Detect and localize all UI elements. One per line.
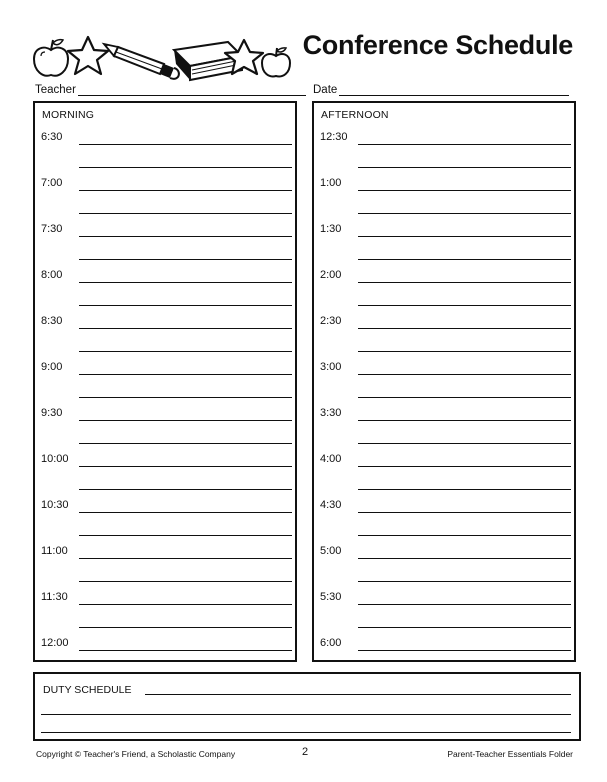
time-slot[interactable] xyxy=(35,499,295,545)
duty-line[interactable] xyxy=(41,714,571,715)
time-slot[interactable] xyxy=(314,223,574,269)
write-line[interactable] xyxy=(79,650,292,651)
write-line[interactable] xyxy=(358,236,571,237)
write-line[interactable] xyxy=(79,282,292,283)
write-line[interactable] xyxy=(79,259,292,260)
copyright-text: Copyright © Teacher's Friend, a Scholastic Company xyxy=(36,749,236,759)
time-slot[interactable] xyxy=(35,131,295,177)
apple-icon xyxy=(262,48,290,77)
slot-time: 12:30 xyxy=(320,131,348,143)
write-line[interactable] xyxy=(79,213,292,214)
duty-line[interactable] xyxy=(145,694,571,695)
write-line[interactable] xyxy=(79,190,292,191)
write-line[interactable] xyxy=(358,282,571,283)
time-slot[interactable] xyxy=(35,315,295,361)
morning-panel xyxy=(33,101,297,662)
afternoon-heading: AFTERNOON xyxy=(321,109,389,121)
write-line[interactable] xyxy=(79,581,292,582)
write-line[interactable] xyxy=(79,443,292,444)
slot-time: 10:00 xyxy=(41,453,69,465)
school-clipart xyxy=(30,26,292,86)
write-line[interactable] xyxy=(358,558,571,559)
slot-time: 6:30 xyxy=(41,131,63,143)
time-slot[interactable] xyxy=(35,269,295,315)
write-line[interactable] xyxy=(358,397,571,398)
slot-time: 7:00 xyxy=(41,177,63,189)
slot-time: 11:30 xyxy=(41,591,68,603)
write-line[interactable] xyxy=(79,397,292,398)
pencil-icon xyxy=(104,44,179,79)
write-line[interactable] xyxy=(79,167,292,168)
slot-time: 12:00 xyxy=(41,637,69,649)
write-line[interactable] xyxy=(79,512,292,513)
time-slot[interactable] xyxy=(314,361,574,407)
slot-time: 1:00 xyxy=(320,177,342,189)
slot-time: 10:30 xyxy=(41,499,69,511)
write-line[interactable] xyxy=(79,351,292,352)
date-blank[interactable] xyxy=(339,82,569,96)
time-slot[interactable] xyxy=(35,361,295,407)
time-slot[interactable] xyxy=(314,269,574,315)
star-icon xyxy=(68,37,108,74)
write-line[interactable] xyxy=(358,351,571,352)
page-number: 2 xyxy=(302,746,309,758)
write-line[interactable] xyxy=(358,328,571,329)
write-line[interactable] xyxy=(358,627,571,628)
write-line[interactable] xyxy=(79,305,292,306)
write-line[interactable] xyxy=(358,466,571,467)
write-line[interactable] xyxy=(79,328,292,329)
write-line[interactable] xyxy=(358,604,571,605)
slot-time: 8:30 xyxy=(41,315,63,327)
time-slot[interactable] xyxy=(314,315,574,361)
time-slot[interactable] xyxy=(35,223,295,269)
slot-time: 1:30 xyxy=(320,223,342,235)
slot-time: 4:00 xyxy=(320,453,342,465)
time-slot[interactable] xyxy=(314,131,574,177)
time-slot[interactable] xyxy=(314,591,574,637)
page-title: Conference Schedule xyxy=(302,30,573,60)
write-line[interactable] xyxy=(358,167,571,168)
time-slot[interactable] xyxy=(314,453,574,499)
slot-time: 2:00 xyxy=(320,269,342,281)
slot-time: 9:30 xyxy=(41,407,63,419)
write-line[interactable] xyxy=(79,236,292,237)
time-slot[interactable] xyxy=(35,453,295,499)
slot-time: 9:00 xyxy=(41,361,63,373)
write-line[interactable] xyxy=(358,190,571,191)
write-line[interactable] xyxy=(79,535,292,536)
time-slot[interactable] xyxy=(314,499,574,545)
write-line[interactable] xyxy=(358,213,571,214)
slot-time: 3:30 xyxy=(320,407,342,419)
write-line[interactable] xyxy=(358,259,571,260)
write-line[interactable] xyxy=(358,650,571,651)
slot-time: 6:00 xyxy=(320,637,342,649)
slot-time: 2:30 xyxy=(320,315,342,327)
write-line[interactable] xyxy=(358,443,571,444)
write-line[interactable] xyxy=(79,466,292,467)
date-label: Date xyxy=(313,84,338,96)
write-line[interactable] xyxy=(358,512,571,513)
date-field[interactable] xyxy=(313,82,569,96)
write-line[interactable] xyxy=(79,627,292,628)
write-line[interactable] xyxy=(79,144,292,145)
morning-heading: MORNING xyxy=(42,109,95,121)
slot-time: 4:30 xyxy=(320,499,342,511)
slot-time: 5:30 xyxy=(320,591,342,603)
duty-schedule-label: DUTY SCHEDULE xyxy=(43,684,132,696)
write-line[interactable] xyxy=(79,558,292,559)
time-slot[interactable] xyxy=(35,545,295,591)
duty-schedule-box xyxy=(33,672,581,741)
write-line[interactable] xyxy=(358,535,571,536)
write-line[interactable] xyxy=(79,374,292,375)
slot-time: 3:00 xyxy=(320,361,342,373)
slot-time: 7:30 xyxy=(41,223,63,235)
apple-icon xyxy=(34,40,68,76)
folder-name: Parent-Teacher Essentials Folder xyxy=(447,749,573,759)
teacher-blank[interactable] xyxy=(78,82,306,96)
time-slot[interactable] xyxy=(35,177,295,223)
write-line[interactable] xyxy=(358,374,571,375)
duty-line[interactable] xyxy=(41,732,571,733)
write-line[interactable] xyxy=(358,489,571,490)
time-slot[interactable] xyxy=(314,177,574,223)
slot-time: 5:00 xyxy=(320,545,342,557)
time-slot[interactable] xyxy=(35,407,295,453)
write-line[interactable] xyxy=(79,420,292,421)
teacher-field[interactable] xyxy=(35,82,306,96)
teacher-label: Teacher xyxy=(35,84,76,96)
slot-time: 8:00 xyxy=(41,269,63,281)
time-slot[interactable] xyxy=(314,545,574,591)
slot-time: 11:00 xyxy=(41,545,68,557)
write-line[interactable] xyxy=(358,581,571,582)
time-slot[interactable] xyxy=(314,407,574,453)
afternoon-panel xyxy=(312,101,576,662)
write-line[interactable] xyxy=(79,489,292,490)
write-line[interactable] xyxy=(358,144,571,145)
write-line[interactable] xyxy=(358,305,571,306)
write-line[interactable] xyxy=(358,420,571,421)
time-slot[interactable] xyxy=(35,591,295,637)
write-line[interactable] xyxy=(79,604,292,605)
